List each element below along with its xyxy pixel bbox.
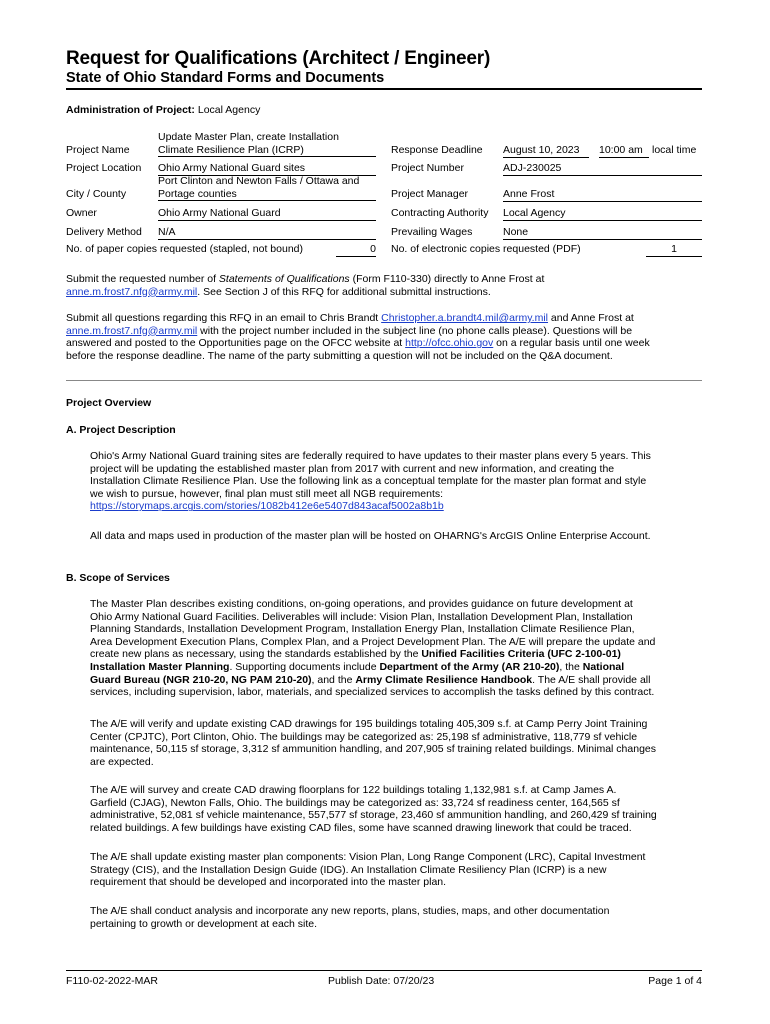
prevailing-wages-label: Prevailing Wages (391, 226, 473, 238)
scope-line: are expected. (90, 755, 154, 768)
project-description-paragraph (90, 450, 710, 513)
questions-text-5: on a regular basis until one week (493, 337, 650, 350)
prevailing-wages-value: None (503, 226, 702, 240)
scope-line: The Master Plan describes existing conditions, on-going operations, and provides guidance on future development at (90, 598, 633, 610)
questions-instructions (66, 312, 706, 362)
scope-text: . The A/E shall provide all (532, 673, 651, 686)
project-manager-value: Anne Frost (503, 188, 702, 202)
pd-line: Installation Climate Resilience Plan. Use the following link as a conceptual template for the master plan format and style (90, 475, 647, 488)
publish-date: Publish Date: 07/20/23 (328, 975, 435, 987)
city-county-value (158, 175, 376, 201)
header-rule (66, 88, 702, 90)
handbook-bold: Army Climate Resilience Handbook (355, 673, 533, 686)
scope-line: Garfield (CJAG), Newton Falls, Ohio. The buildings may be categorized as: 33,724 sf readiness center, 164,565 sf (90, 796, 620, 809)
scope-line (90, 648, 710, 661)
questions-text-6: before the response deadline. The name of the party submitting a question will not be included on the Q&A document. (66, 349, 613, 362)
city-county-line2: Portage counties (158, 187, 237, 200)
scope-of-services-heading: B. Scope of Services (66, 572, 170, 584)
electronic-copies-label: No. of electronic copies requested (PDF) (391, 243, 581, 255)
administration-of-project (66, 104, 260, 117)
electronic-copies-value: 1 (646, 243, 702, 257)
admin-label: Administration of Project: (66, 104, 195, 116)
pd-line: Ohio's Army National Guard training sites are federally required to have updates to their master plans every 5 years. This (90, 450, 651, 462)
questions-text-2: and Anne Frost at (548, 312, 634, 324)
scope-line: related buildings. A few buildings have existing CAD files, some have scanned drawing linework that could be traced. (90, 821, 632, 834)
ar-bold: Department of the Army (AR 210-20) (379, 660, 560, 673)
scope-line: Ohio Army National Guard Facilities. Deliverables will include: Vision Plan, Installation Development Plan, Installation (90, 610, 633, 623)
scope-line: requirement that should be developed and incorporated into the master plan. (90, 876, 447, 889)
delivery-method-value: N/A (158, 226, 376, 240)
scope-line: The A/E will survey and create CAD drawing floorplans for 122 buildings totaling 1,132,981 s.f. at Camp James A. (90, 784, 617, 796)
page-title: Request for Qualifications (Architect / Engineer) (66, 48, 491, 69)
owner-label: Owner (66, 207, 97, 219)
contracting-authority-value: Local Agency (503, 207, 702, 221)
project-name-line2: Climate Resilience Plan (ICRP) (158, 143, 304, 156)
scope-line (90, 674, 710, 687)
questions-text-3: with the project number included in the subject line (no phone calls please). Questions will be (197, 324, 633, 337)
scope-line: maintenance, 50,115 sf storage, 3,312 sf ammunition handling, and 207,905 sf training related buildings. Minimal changes (90, 743, 656, 756)
scope-line: administrative, 52,081 sf vehicle maintenance, 557,577 sf storage, 23,460 sf ammunition handling, and 260,429 sf training (90, 809, 657, 822)
ufc-bold: Unified Facilities Criteria (UFC 2-100-01) (421, 648, 621, 661)
response-deadline-suffix: local time (652, 144, 697, 156)
project-manager-label: Project Manager (391, 188, 469, 200)
submit-text-1: Submit the requested number of (66, 273, 219, 285)
scope-line: Strategy (CIS), and the Installation Design Guide (IDG). An Installation Climate Resiliency Plan (ICRP) is a new (90, 863, 607, 876)
contracting-authority-label: Contracting Authority (391, 207, 489, 219)
scope-line: Area Development Execution Plans, Complex Plan, and a Project Development Plan. The A/E will prepare the update and (90, 635, 656, 648)
email-link-frost[interactable]: anne.m.frost7.nfg@army.mil (66, 285, 198, 298)
project-location-label: Project Location (66, 162, 142, 174)
scope-line: The A/E shall update existing master plan components: Vision Plan, Long Range Component (LRC), Capital Investment (90, 851, 646, 863)
page-number: Page 1 of 4 (648, 975, 702, 987)
owner-value: Ohio Army National Guard (158, 207, 376, 221)
project-description-heading: A. Project Description (66, 424, 176, 436)
page-subtitle: State of Ohio Standard Forms and Documents (66, 70, 385, 86)
ofcc-website-link[interactable]: http://ofcc.ohio.gov (405, 337, 494, 350)
section-divider (66, 380, 702, 381)
scope-line: Center (CPJTC), Port Clinton, Ohio. The buildings may be categorized as: 25,198 sf administrative, 118,779 sf vehicle (90, 730, 638, 743)
scope-text: , and the (311, 673, 356, 686)
response-deadline-label: Response Deadline (391, 144, 483, 156)
ngb-bold: Guard Bureau (NGR 210-20, NG PAM 210-20) (90, 673, 312, 686)
scope-paragraph-2 (90, 718, 710, 768)
scope-text: , the (559, 660, 583, 673)
scope-line: The A/E will verify and update existing CAD drawings for 195 buildings totaling 405,309 s.f. at Camp Perry Joint Training (90, 718, 648, 730)
footer-rule (66, 970, 702, 971)
pd-line: we wish to pursue, however, final plan must still meet all NGB requirements: (90, 487, 444, 500)
storymaps-link[interactable]: https://storymaps.arcgis.com/stories/1082b412e6e5407d843acaf5002a8b1b (90, 500, 444, 513)
submit-instructions (66, 273, 706, 298)
city-county-line1: Port Clinton and Newton Falls / Ottawa and (158, 175, 360, 187)
response-deadline-date: August 10, 2023 (503, 144, 589, 158)
project-name-line1: Update Master Plan, create Installation (158, 131, 339, 143)
paper-copies-value: 0 (336, 243, 376, 257)
paper-copies-label: No. of paper copies requested (stapled, not bound) (66, 243, 303, 255)
scope-line: Planning Standards, Installation Development Program, Installation Energy Plan, Installation Climate Resilience Plan, (90, 623, 635, 636)
email-link-brandt[interactable]: Christopher.a.brandt4.mil@army.mil (381, 312, 549, 324)
admin-value: Local Agency (197, 104, 261, 116)
city-county-label: City / County (66, 188, 127, 200)
project-name-value (158, 131, 376, 157)
scope-text: . Supporting documents include (229, 660, 380, 673)
scope-paragraph-3 (90, 784, 710, 834)
questions-text-1: Submit all questions regarding this RFQ in an email to Chris Brandt (66, 312, 382, 324)
scope-paragraph-1 (90, 598, 710, 699)
response-deadline-time: 10:00 am (599, 144, 649, 158)
project-overview-heading: Project Overview (66, 397, 152, 409)
soq-italic: Statements of Qualifications (218, 273, 350, 285)
project-name-label: Project Name (66, 144, 130, 156)
submit-text-2: (Form F110-330) directly to Anne Frost at (349, 273, 545, 285)
delivery-method-label: Delivery Method (66, 226, 142, 238)
form-number: F110-02-2022-MAR (66, 975, 159, 987)
scope-line: The A/E shall conduct analysis and incorporate any new reports, plans, studies, maps, and other documentation (90, 905, 610, 917)
scope-text: create new plans as necessary, using the standards established by the (90, 648, 422, 661)
arcgis-paragraph: All data and maps used in production of the master plan will be hosted on OHARNG's ArcGIS Online Enterprise Account. (90, 530, 651, 542)
scope-line: pertaining to growth or development at each site. (90, 917, 318, 930)
questions-text-4: answered and posted to the Opportunities page on the OFCC website at (66, 337, 406, 350)
scope-paragraph-4 (90, 851, 710, 889)
scope-line: services, including supervision, labor, materials, and specialized services to accomplish the tasks defined by this contract. (90, 686, 655, 699)
scope-line (90, 661, 710, 674)
project-number-value: ADJ-230025 (503, 162, 702, 176)
email-link-frost-2[interactable]: anne.m.frost7.nfg@army.mil (66, 324, 198, 337)
submit-text-3: . See Section J of this RFQ for additional submittal instructions. (197, 285, 491, 298)
imp-bold: Installation Master Planning (90, 660, 230, 673)
project-number-label: Project Number (391, 162, 464, 174)
pd-line: project will be updating the established master plan from 2017 with current and new information, and creating the (90, 462, 615, 475)
project-location-value: Ohio Army National Guard sites (158, 162, 376, 176)
scope-paragraph-5 (90, 905, 710, 930)
national-bold: National (582, 660, 625, 673)
